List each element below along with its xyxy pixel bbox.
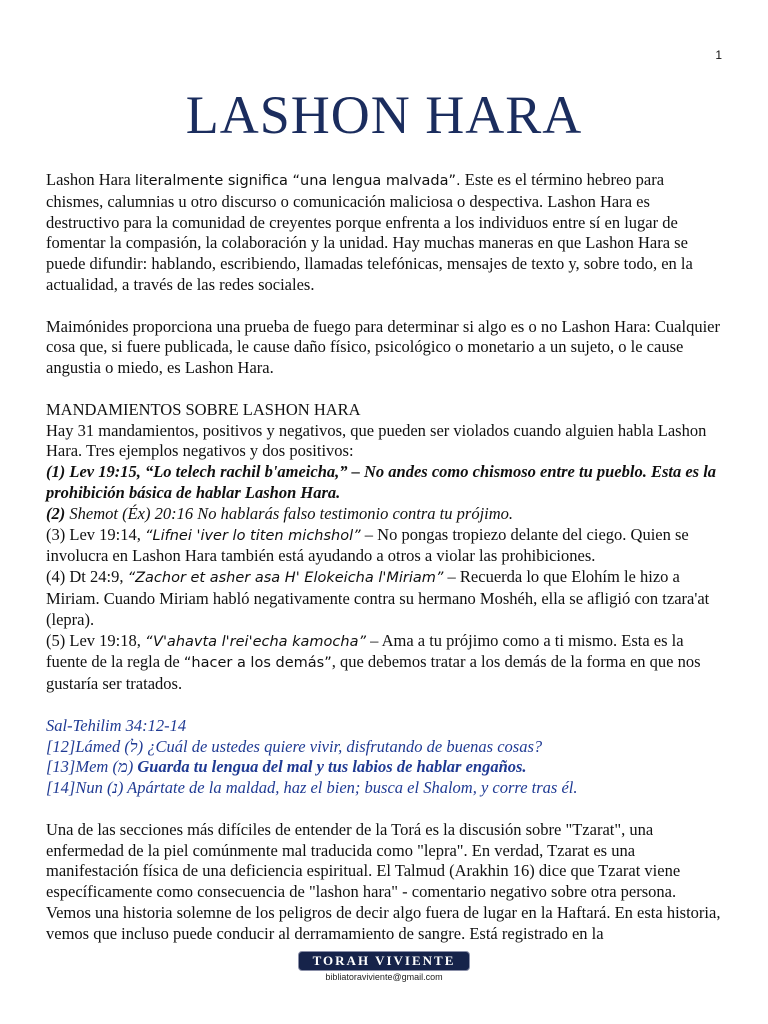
footer-email: bibliatoraviviente@gmail.com (325, 972, 443, 982)
commandment-4: (4) Dt 24:9, “Zachor et asher asa H' Elokeicha l'Miriam” – Recuerda lo que Elohím le hizo a Miriam. Cuando Miriam habló negativamente contra su hermano Moshéh, ella se afligió con tzara'at (lepra). (46, 567, 710, 629)
maimonides-paragraph: Maimónides proporciona una prueba de fuego para determinar si algo es o no Lashon Hara: Cualquier cosa que, si fuere publicada, le cause daño físico, psicológico o monetario a un sujeto, o le cause angustia o miedo, es Lashon Hara. (46, 316, 720, 378)
intro-text: Lashon Hara (46, 170, 135, 189)
psalm-reference: Sal-Tehilim 34:12-14 (46, 715, 187, 735)
page-number: 1 (715, 48, 722, 62)
commandment-1: (1) Lev 19:15, “Lo telech rachil b'ameicha,” – No andes como chismoso entre tu pueblo. Esta es la prohibición básica de hablar Lashon Hara. (46, 462, 717, 502)
page-title: LASHON HARA (185, 85, 583, 145)
commandment-5: (5) Lev 19:18, “V'ahavta l'rei'echa kamocha” – Ama a tu prójimo como a ti mismo. Esta es la fuente de la regla de “hacer a los demás”, que debemos tratar a los demás de la forma en que nos gustaría ser tratados. (46, 630, 701, 694)
intro-text-rest: Este es el término hebreo para chismes, calumnias u otro discurso o comunicación maliciosa o despectiva. Lashon Hara es destructivo para la comunidad de creyentes porque enfrenta a los individuos entre sí en lugar de fomentar la compasión, la colaboración y la unidad. Hay muchas maneras en que Lashon Hara se puede difundir: hablando, escribiendo, llamadas telefónicas, mensajes de texto y, sobre todo, en la actualidad, a través de las redes sociales. (46, 170, 693, 294)
section-lead: Hay 31 mandamientos, positivos y negativos, que pueden ser violados cuando alguien habla Lashon Hara. Tres ejemplos negativos y dos positivos: (46, 420, 707, 461)
torah-viviente-logo: TORAH VIVIENTE (298, 951, 471, 971)
intro-definition: literalmente significa “una lengua malvada”. (134, 173, 461, 189)
intro-paragraph (46, 170, 722, 296)
footer (0, 951, 768, 982)
commandment-2: (2) Shemot (Éx) 20:16 No hablarás falso testimonio contra tu prójimo. (46, 503, 514, 523)
psalm-verse-12: [12]Lámed (ל) ¿Cuál de ustedes quiere vivir, disfrutando de buenas cosas? (46, 736, 543, 756)
commandment-3: (3) Lev 19:14, “Lifnei 'iver lo titen michshol” – No pongas tropiezo delante del ciego. Quien se involucra en Lashon Hara también está ayudando a otros a violar las prohibiciones. (46, 524, 689, 566)
document-body (46, 170, 722, 944)
psalm-verse-14: [14]Nun (נ) Apártate de la maldad, haz el bien; busca el Shalom, y corre tras él. (46, 778, 578, 798)
tzarat-paragraph: Una de las secciones más difíciles de entender de la Torá es la discusión sobre "Tzarat", una enfermedad de la piel comúnmente mal traducida como "lepra". En verdad, Tzarat es una manifestación física de una deficiencia espiritual. El Talmud (Arakhin 16) dice que Tzarat viene específicamente como consecuencia de "lashon hara" - comentario negativo sobre otra persona. Vemos una historia solemne de los peligros de decir algo fuera de lugar en la Haftará. En esta historia, vemos que incluso puede conducir al derramamiento de sangre. Está registrado en la (46, 819, 721, 943)
psalm-verse-13: [13]Mem (מ) Guarda tu lengua del mal y tus labios de hablar engaños. (46, 757, 527, 777)
section-heading: MANDAMIENTOS SOBRE LASHON HARA (46, 399, 361, 419)
